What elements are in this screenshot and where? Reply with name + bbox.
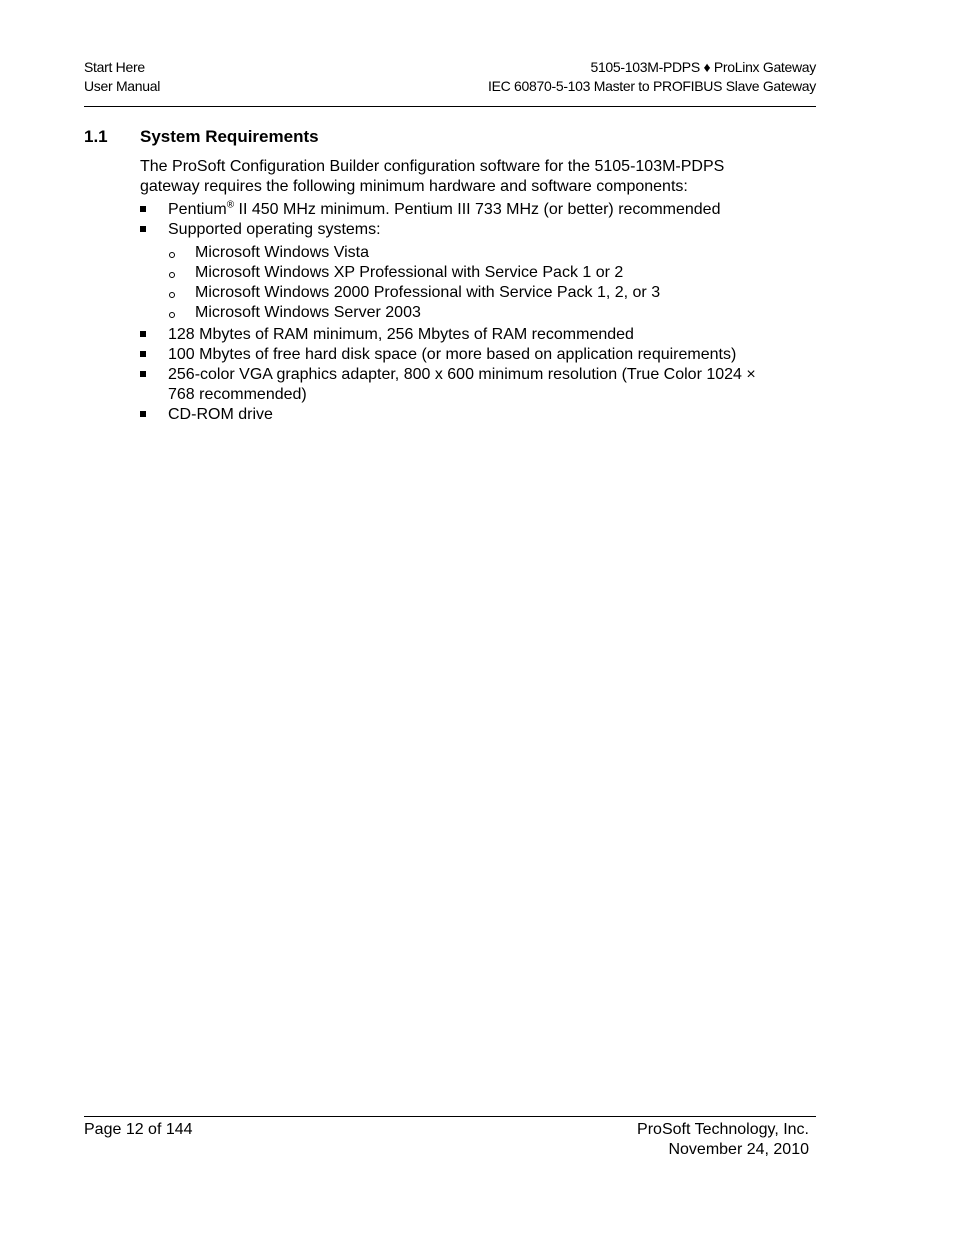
list-item-graphics <box>140 365 760 404</box>
section-number: 1.1 <box>84 127 108 146</box>
list-item-cdrom <box>140 405 760 425</box>
section-body <box>140 157 760 425</box>
square-bullet-icon <box>140 351 146 357</box>
os-item <box>168 303 760 323</box>
square-bullet-icon <box>140 371 146 377</box>
os-item-text: Microsoft Windows XP Professional with Service Pack 1 or 2 <box>195 263 624 281</box>
company-name: ProSoft Technology, Inc. <box>637 1121 809 1138</box>
list-item-disk <box>140 345 760 365</box>
publication-date: November 24, 2010 <box>668 1140 809 1158</box>
page-header <box>84 56 816 107</box>
header-right <box>488 58 816 96</box>
section-title: System Requirements <box>140 127 319 146</box>
circle-bullet-icon <box>169 312 175 318</box>
intro-paragraph: The ProSoft Configuration Builder configuration software for the 5105-103M-PDPS gateway requires the following minimum hardware and software components: <box>140 158 725 195</box>
header-left <box>84 58 160 96</box>
cdrom-text: CD-ROM drive <box>168 405 273 423</box>
header-product: 5105-103M-PDPS ♦ ProLinx Gateway <box>590 59 816 75</box>
header-product-description: IEC 60870-5-103 Master to PROFIBUS Slave Gateway <box>488 78 816 94</box>
circle-bullet-icon <box>169 272 175 278</box>
ram-text: 128 Mbytes of RAM minimum, 256 Mbytes of RAM recommended <box>168 326 634 343</box>
os-label: Supported operating systems: <box>168 221 381 238</box>
square-bullet-icon <box>140 331 146 337</box>
list-item-cpu <box>140 200 760 220</box>
cpu-prefix: Pentium <box>168 201 227 218</box>
graphics-text: 256-color VGA graphics adapter, 800 x 600 minimum resolution (True Color 1024 × 768 recommended) <box>168 366 756 403</box>
os-item-text: Microsoft Windows Server 2003 <box>195 303 421 321</box>
square-bullet-icon <box>140 411 146 417</box>
circle-bullet-icon <box>169 252 175 258</box>
page-footer <box>84 1116 816 1158</box>
os-item-text: Microsoft Windows Vista <box>195 243 369 261</box>
circle-bullet-icon <box>169 292 175 298</box>
os-sublist <box>168 243 760 323</box>
registered-trademark: ® <box>226 199 235 211</box>
square-bullet-icon <box>140 226 146 232</box>
page-number: Page 12 of 144 <box>84 1121 193 1138</box>
section-heading <box>84 126 319 148</box>
cpu-text: II 450 MHz minimum. Pentium III 733 MHz (or better) recommended <box>234 201 721 218</box>
footer-right <box>637 1120 809 1159</box>
os-item <box>168 263 760 283</box>
header-section-name: Start Here <box>84 59 145 75</box>
disk-text: 100 Mbytes of free hard disk space (or more based on application requirements) <box>168 346 737 363</box>
list-item-os <box>140 220 760 322</box>
header-doc-type: User Manual <box>84 78 161 94</box>
square-bullet-icon <box>140 206 146 212</box>
os-item <box>168 243 760 263</box>
os-item-text: Microsoft Windows 2000 Professional with Service Pack 1, 2, or 3 <box>195 283 661 301</box>
list-item-ram <box>140 325 760 345</box>
os-item <box>168 283 760 303</box>
requirements-list <box>140 200 760 424</box>
